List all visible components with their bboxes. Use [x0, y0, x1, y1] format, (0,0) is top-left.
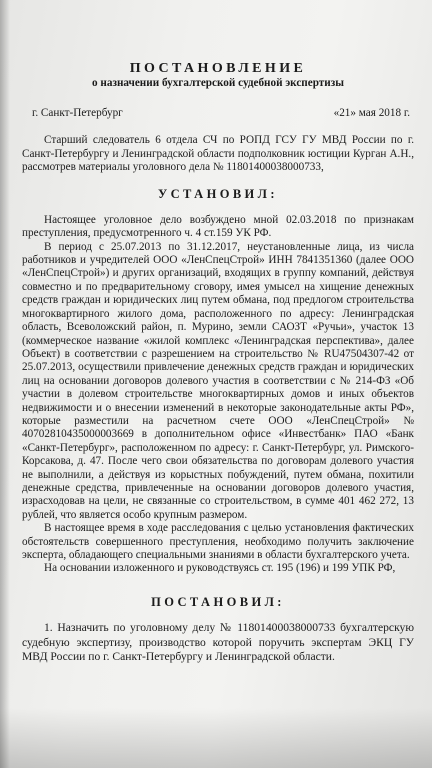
heading-resolved: ПОСТАНОВИЛ:: [151, 594, 285, 609]
intro-paragraph: Старший следователь 6 отдела СЧ по РОПД ГСУ ГУ МВД России по г. Санкт-Петербургу и Ленинградской области подполковник юстиции Курган А.Н., рассмотрев материалы уголовного дела № 11801400038000733,: [22, 134, 414, 174]
heading-established: УСТАНОВИЛ:: [158, 187, 278, 202]
document-body: [22, 62, 414, 665]
document-title: ПОСТАНОВЛЕНИЕ: [129, 61, 307, 76]
page-bottom-shadow: [0, 708, 432, 768]
resolution-item-1: 1. Назначить по уголовному делу № 11801400038000733 бухгалтерскую судебную экспертизу, производство которой поручить экспертам ЭКЦ ГУ МВД России по г. Санкт-Петербургу и Ленинградской области.: [22, 621, 414, 664]
place-date-row: [22, 107, 414, 120]
document-date: «21» мая 2018 г.: [333, 106, 410, 119]
paragraph-need-expertise: В настоящее время в ходе расследования с целью установления фактических обстоятельств совершенного преступления, необходимо получить заключение эксперта, обладающего специальными знаниями в области бухгалтерского учета.: [22, 522, 414, 561]
document-city: г. Санкт-Петербург: [32, 106, 123, 119]
page-edge-shadow: [0, 0, 10, 768]
paragraph-case-opened: Настоящее уголовное дело возбуждено мной 02.03.2018 по признакам преступления, предусмотренного ч. 4 ст.159 УК РФ.: [22, 213, 414, 240]
document-subtitle: о назначении бухгалтерской судебной экспертизы: [92, 77, 344, 90]
paragraph-legal-basis: На основании изложенного и руководствуясь ст. 195 (196) и 199 УПК РФ,: [44, 562, 396, 575]
paragraph-circumstances: В период с 25.07.2013 по 31.12.2017, неустановленные лица, из числа работников и учредителей ООО «ЛенСпецСтрой» ИНН 7841351360 (далее ООО «ЛенСпецСтрой») и других организаций, входящих в группу компаний, действуя совместно и по предварительному сговору, имея умысел на хищение денежных средств граждан и юридических лиц путем обмана, под предлогом строительства многоквартирного жилого дома, расположенного по адресу: Ленинградская область, Всеволожский район, п. Мурино, земли САОЗТ «Ручьи», участок 13 (коммерческое название «жилой комплекс «Ленинградская перспектива», далее Объект) в соответствии с разрешением на строительство № RU47504307-42 от 25.07.2013, осуществили привлечение денежных средств граждан и юридических лиц на основании договоров долевого участия в соответствии с № 214-ФЗ «Об участии в долевом строительстве многоквартирных домов и иных объектов недвижимости и о внесении изменений в некоторые законодательные акты РФ», которые разместили на расчетном счете ООО «ЛенСпецСтрой» № 40702810435000003669 в дополнительном офисе «Инвестбанк» ПАО «Банк «Санкт-Петербург», расположенном по адресу: г. Санкт-Петербург, ул. Римского-Корсакова, д. 47. После чего свои обязательства по договорам долевого участия не выполнили, а действуя из корыстных побуждений, путем обмана, похитили денежные средства, привлеченные на основании договоров долевого участия, израсходовав на цели, не связанные со строительством, в сумме 401 462 272, 13 рублей, что является особо крупным размером.: [22, 240, 414, 521]
